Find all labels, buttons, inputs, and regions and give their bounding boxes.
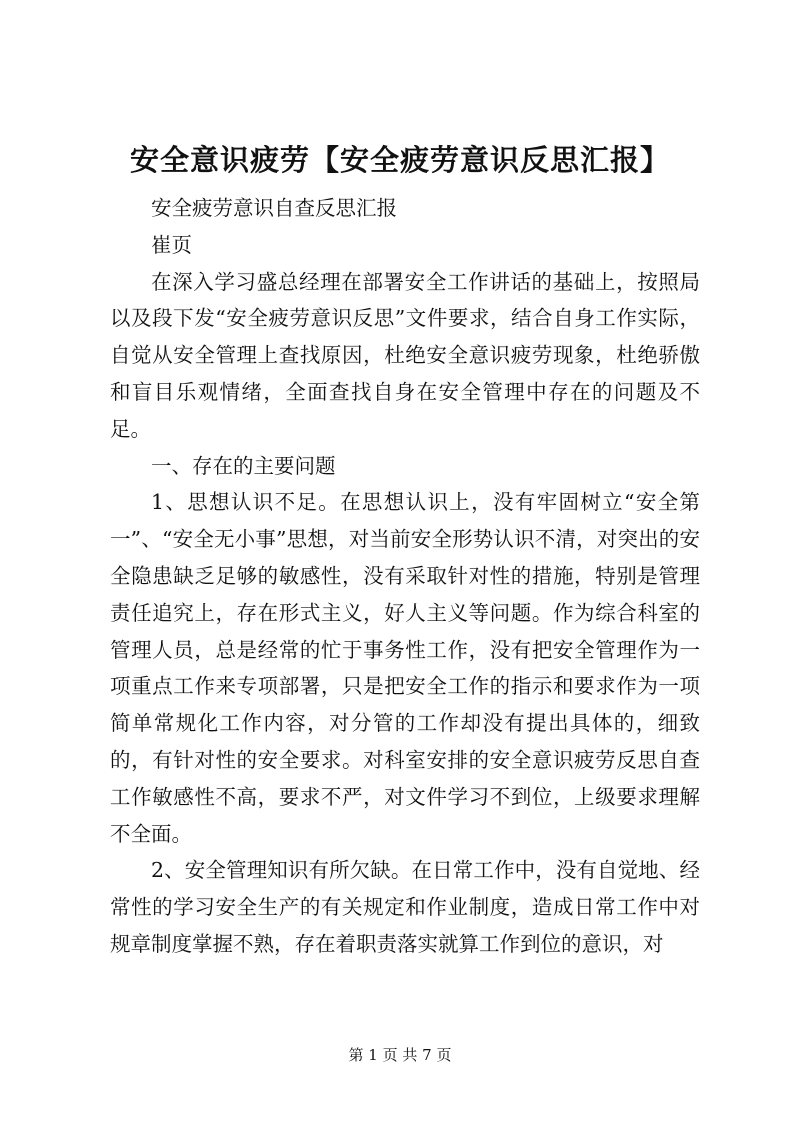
- problem-paragraph-1: 1、思想认识不足。在思想认识上，没有牢固树立“安全第一”、“安全无小事”思想，对当前安全形势认识不清，对突出的安全隐患缺乏足够的敏感性，没有采取针对性的措施，特别是管理责任追究上，存在形式主义，好人主义等问题。作为综合科室的管理人员，总是经常的忙于事务性工作，没有把安全管理作为一项重点工作来专项部署，只是把安全工作的指示和要求作为一项简单常规化工作内容，对分管的工作却没有提出具体的，细致的，有针对性的安全要求。对科室安排的安全意识疲劳反思自查工作敏感性不高，要求不严，对文件学习不到位，上级要求理解不全面。: [110, 490, 700, 846]
- document-body: [110, 190, 700, 963]
- section-heading: 一、存在的主要问题: [151, 453, 336, 478]
- page-number-footer: 第 1 页 共 7 页: [348, 1046, 452, 1064]
- document-title: 安全意识疲劳【安全疲劳意识反思汇报】: [129, 143, 670, 177]
- intro-paragraph: 在深入学习盛总经理在部署安全工作讲话的基础上，按照局以及段下发“安全疲劳意识反思”文件要求，结合自身工作实际，自觉从安全管理上查找原因，杜绝安全意识疲劳现象，杜绝骄傲和盲目乐观情绪，全面查找自身在安全管理中存在的问题及不足。: [110, 269, 700, 441]
- report-heading: 安全疲劳意识自查反思汇报: [151, 196, 397, 220]
- problem-paragraph-2: 2、安全管理知识有所欠缺。在日常工作中，没有自觉地、经常性的学习安全生产的有关规定和作业制度，造成日常工作中对规章制度掌握不熟，存在着职责落实就算工作到位的意识，对: [110, 858, 700, 956]
- author-name: 崔页: [151, 232, 192, 257]
